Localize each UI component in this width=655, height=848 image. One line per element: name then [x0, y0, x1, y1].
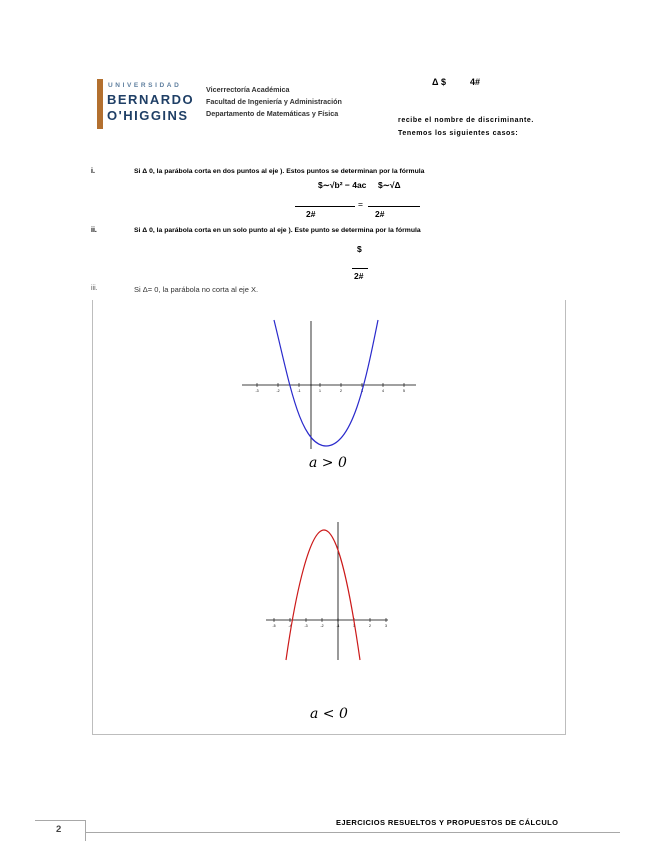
x-tick-label: -3 [304, 624, 308, 628]
case-i-numerator-left: $∼√b² − 4ac [318, 180, 367, 190]
logo-bar [97, 79, 103, 129]
case-iii-text: Si Δ= 0, la parábola no corta al eje X. [134, 285, 259, 294]
parabola-down-curve [286, 530, 360, 660]
x-tick-label: 5 [403, 389, 405, 393]
x-tick-label: -4 [288, 624, 292, 628]
logo-name-line1: BERNARDO [107, 92, 195, 107]
x-tick-label: 1 [319, 389, 321, 393]
x-tick-label: -5 [272, 624, 276, 628]
case-iii-numeral: iii. [91, 285, 98, 292]
university-logo [97, 79, 193, 129]
case-ii-denominator: 2# [354, 271, 364, 281]
logo-top-line: UNIVERSIDAD [108, 82, 182, 89]
case-i-equals: = [358, 199, 363, 209]
institution-line2: Facultad de Ingeniería y Administración [206, 97, 342, 106]
case-i-text: Si Δ 0, la parábola corta en dos puntos al eje ). Estos puntos se determinan por la fórmula [134, 168, 425, 175]
parabola-down-graph [262, 520, 392, 662]
case-ii-text: Si Δ 0, la parábola corta en un solo punto al eje ). Este punto se determina por la fórmula [134, 227, 421, 234]
footer-line [85, 832, 620, 833]
logo-name-line2: O'HIGGINS [107, 108, 189, 123]
figure-2-caption: a < 0 [310, 706, 348, 722]
x-tick-label: 2 [340, 389, 342, 393]
page-number: 2 [56, 824, 62, 835]
x-tick-label: -3 [255, 389, 259, 393]
parabola-up-graph [240, 315, 420, 455]
institution-line3: Departamento de Matemáticas y Física [206, 109, 339, 118]
x-tick-label: -1 [297, 389, 301, 393]
case-i-fraction-line-left [295, 206, 355, 207]
x-tick-label: -1 [336, 624, 340, 628]
case-ii-fraction-line [352, 268, 368, 269]
institution-line1: Vicerrectoría Académica [206, 85, 290, 94]
case-i-fraction-line-right [368, 206, 420, 207]
intro-line1: recibe el nombre de discriminante. [398, 117, 534, 124]
x-tick-marks [255, 383, 405, 393]
case-i-numeral: i. [91, 168, 95, 175]
figure-1-caption: a > 0 [309, 455, 347, 471]
x-tick-label: 1 [353, 624, 355, 628]
x-tick-label: 3 [361, 389, 363, 393]
x-tick-label: 3 [385, 624, 387, 628]
header-formula-left: Δ $ [432, 77, 446, 87]
x-tick-label: -2 [276, 389, 280, 393]
case-ii-numeral: ii. [91, 227, 97, 234]
case-ii-numerator: $ [357, 244, 362, 254]
x-tick-label: 2 [369, 624, 371, 628]
intro-line2: Tenemos los siguientes casos: [398, 130, 519, 137]
case-i-denominator-right: 2# [375, 209, 385, 219]
footer-title: EJERCICIOS RESUELTOS Y PROPUESTOS DE CÁLCULO [336, 818, 559, 827]
case-i-numerator-right: $∼√Δ [378, 180, 401, 190]
parabola-up-curve [274, 320, 378, 446]
x-tick-label: 4 [382, 389, 384, 393]
case-i-denominator-left: 2# [306, 209, 316, 219]
x-tick-label: -2 [320, 624, 324, 628]
x-tick-marks [272, 618, 387, 628]
header-formula-right: 4# [470, 77, 481, 87]
